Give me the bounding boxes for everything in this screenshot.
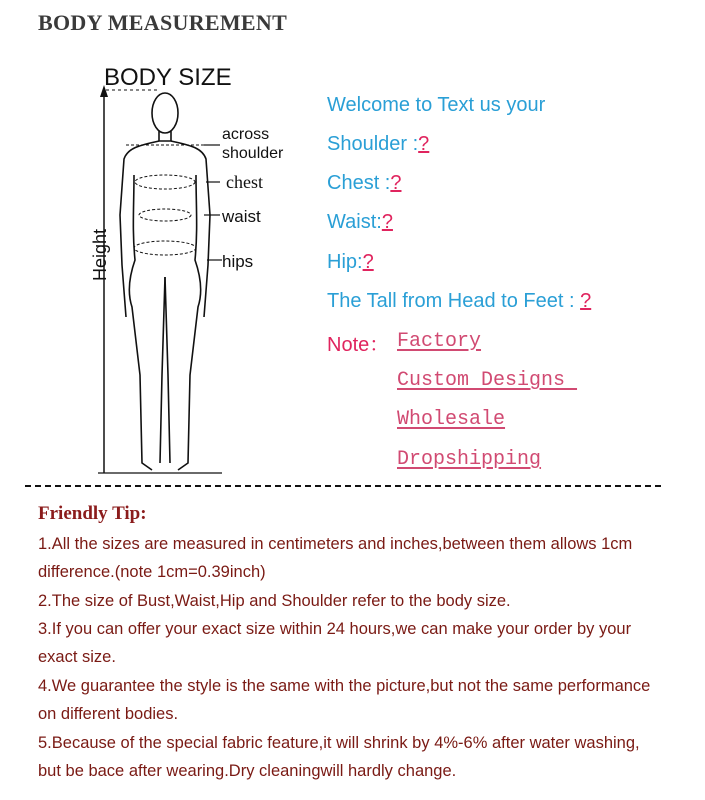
- waist-question-mark: ?: [381, 211, 393, 233]
- welcome-text: Welcome to Text us your: [327, 94, 546, 116]
- shoulder-question: [327, 133, 429, 156]
- tall-question-mark: ?: [580, 290, 592, 312]
- page-title: BODY MEASUREMENT: [38, 10, 288, 35]
- waist-label: waist: [222, 207, 261, 226]
- hip-question-label: Hip:: [327, 251, 363, 273]
- chest-question-mark: ?: [390, 172, 402, 194]
- human-outline: [120, 93, 210, 470]
- section-divider: [25, 485, 661, 487]
- note-label: Note：: [327, 334, 390, 356]
- hip-question: [327, 251, 374, 274]
- tall-question: [327, 290, 591, 313]
- note-item-custom-designs: Custom Designs: [397, 369, 578, 392]
- note-item-dropshipping: Dropshipping: [397, 448, 542, 471]
- chest-question-label: Chest :: [327, 172, 391, 194]
- shoulder-question-mark: ?: [418, 133, 430, 155]
- note-item-factory: Factory: [397, 330, 482, 353]
- tip-line: 4.We guarantee the style is the same with the picture,but not the same performance: [38, 677, 651, 695]
- tip-title: Friendly Tip:: [38, 503, 147, 524]
- shoulder-question-label: Shoulder :: [327, 133, 419, 155]
- hip-question-mark: ?: [362, 251, 374, 273]
- figure-caption: BODY SIZE: [104, 64, 232, 91]
- body-size-figure: [80, 55, 320, 480]
- chest-label: chest: [226, 172, 263, 192]
- chest-loop: [135, 175, 195, 189]
- hips-label: hips: [222, 252, 254, 271]
- tip-line: 1.All the sizes are measured in centimeters and inches,between them allows 1cm: [38, 535, 633, 553]
- waist-question-label: Waist:: [327, 211, 382, 233]
- tip-line: 5.Because of the special fabric feature,it will shrink by 4%-6% after water washing,: [38, 734, 640, 752]
- note-item-wholesale: Wholesale: [397, 408, 506, 431]
- hips-loop: [134, 241, 196, 255]
- chest-question: [327, 172, 401, 195]
- waist-loop: [139, 209, 191, 221]
- tip-line: but be bace after wearing.Dry cleaningwill hardly change.: [38, 762, 457, 780]
- tip-line: exact size.: [38, 648, 116, 666]
- shoulder-label: shoulder: [222, 145, 284, 162]
- across-label: across: [222, 126, 270, 143]
- waist-question: [327, 211, 393, 234]
- tip-line: 3.If you can offer your exact size within 24 hours,we can make your order by your: [38, 620, 632, 638]
- tip-line: 2.The size of Bust,Waist,Hip and Shoulder refer to the body size.: [38, 592, 511, 610]
- tip-line: on different bodies.: [38, 705, 179, 723]
- tall-question-label: The Tall from Head to Feet :: [327, 290, 581, 312]
- height-label: Height: [90, 228, 110, 281]
- tip-line: difference.(note 1cm=0.39inch): [38, 563, 266, 581]
